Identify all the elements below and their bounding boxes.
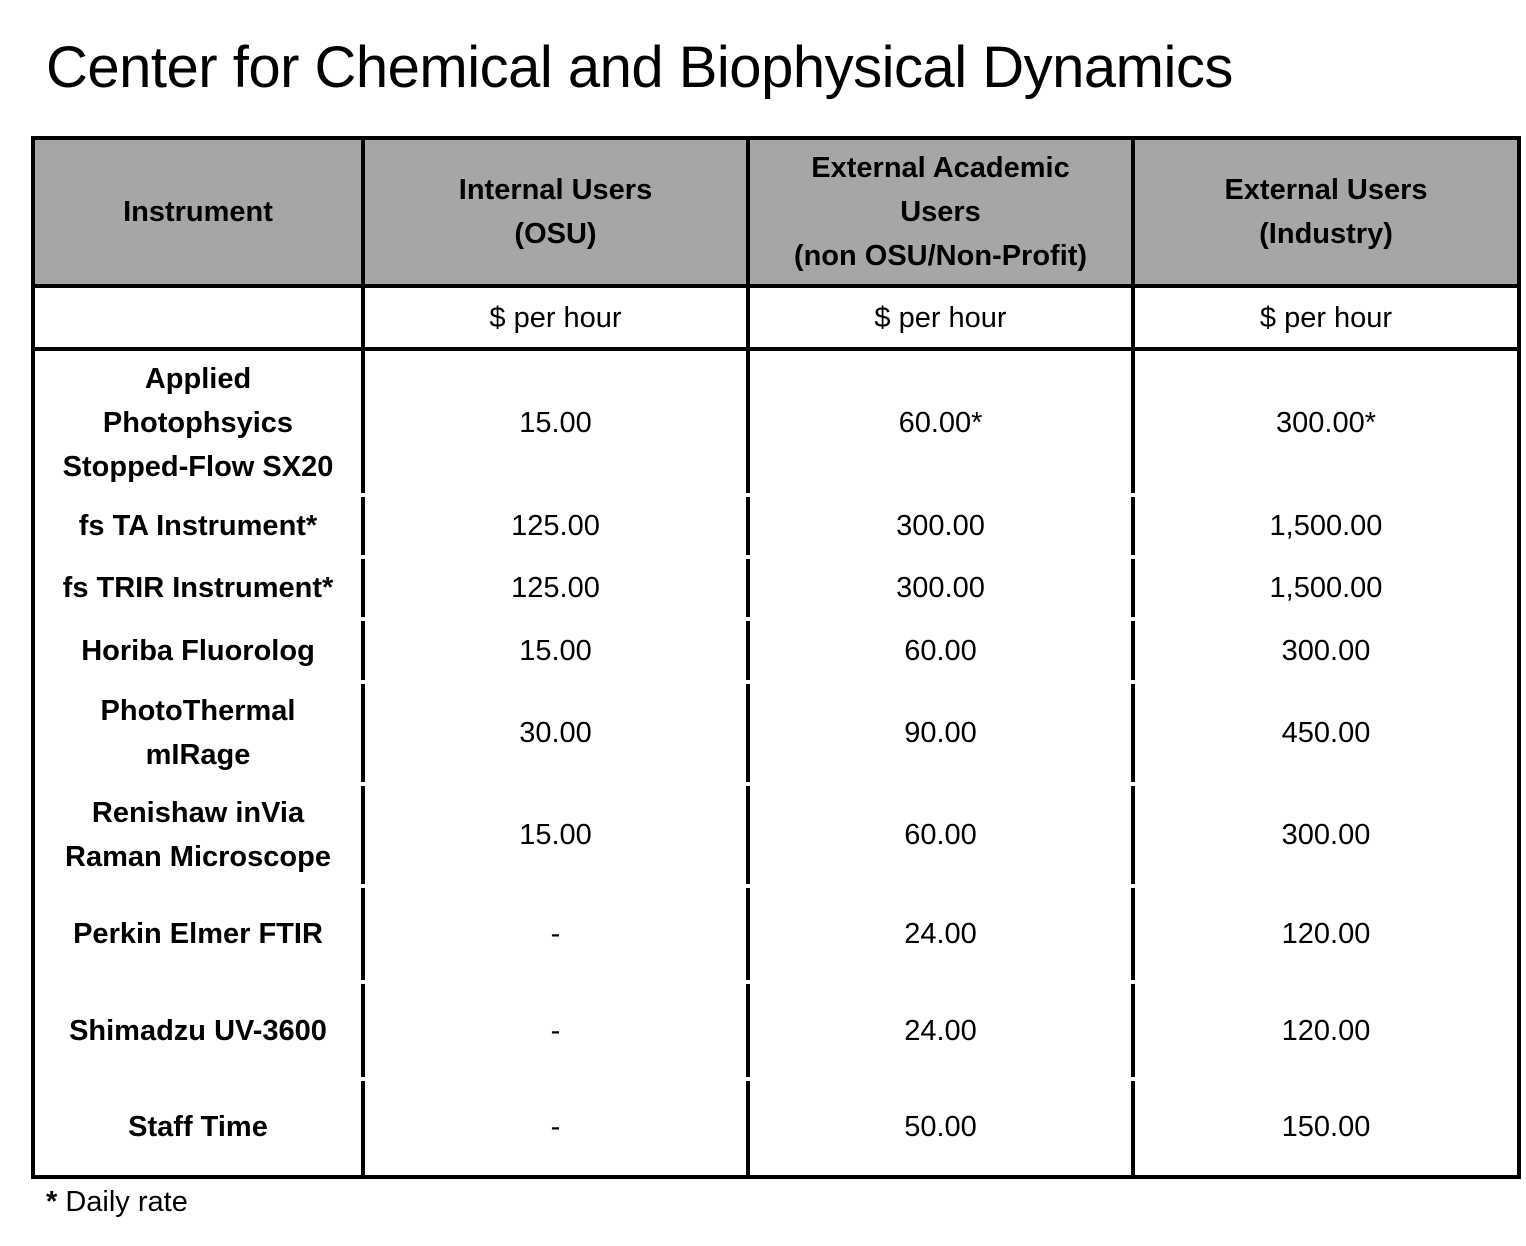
instrument-cell [33,557,363,619]
instrument-line: Staff Time [128,1111,268,1143]
instrument-cell [33,982,363,1079]
header-line: (non OSU/Non-Profit) [793,240,1088,272]
instrument-line: Perkin Elmer FTIR [73,918,323,950]
instrument-cell [33,619,363,682]
internal-rate-cell: 125.00 [363,495,748,557]
page-title: Center for Chemical and Biophysical Dynamics [46,35,1233,100]
industry-rate-cell: 120.00 [1133,886,1519,982]
internal-rate-cell: 15.00 [363,349,748,495]
units-cell: $ per hour [363,286,748,349]
header-line: Users [900,196,981,228]
internal-rate-cell: 125.00 [363,557,748,619]
header-row [33,138,1519,286]
rates-table [31,136,1521,1179]
header-external-academic-users [748,138,1133,286]
internal-rate-cell: 15.00 [363,619,748,682]
internal-rate-cell: 30.00 [363,682,748,784]
academic-rate-cell: 60.00 [748,619,1133,682]
header-internal-users [363,138,748,286]
header-line: (Industry) [1259,218,1393,250]
internal-rate-cell: - [363,886,748,982]
instrument-line: Photophsyics [102,407,294,439]
footnote-text: Daily rate [57,1186,188,1218]
instrument-line: Raman Microscope [65,841,331,873]
academic-rate-cell: 50.00 [748,1079,1133,1177]
table-row [33,349,1519,495]
industry-rate-cell: 300.00 [1133,784,1519,886]
instrument-cell [33,349,363,495]
header-instrument [33,138,363,286]
footnote [46,1180,188,1224]
instrument-line: mIRage [145,739,251,771]
industry-rate-cell: 150.00 [1133,1079,1519,1177]
internal-rate-cell: 15.00 [363,784,748,886]
instrument-cell [33,682,363,784]
instrument-cell [33,1079,363,1177]
industry-rate-cell: 120.00 [1133,982,1519,1079]
academic-rate-cell: 300.00 [748,557,1133,619]
instrument-cell [33,886,363,982]
instrument-line: Shimadzu UV-3600 [69,1014,327,1047]
table-row [33,886,1519,982]
academic-rate-cell: 24.00 [748,886,1133,982]
header-line: External Users [1224,174,1428,206]
academic-rate-cell: 90.00 [748,682,1133,784]
instrument-line: Horiba Fluorolog [81,634,315,667]
industry-rate-cell: 1,500.00 [1133,495,1519,557]
instrument-line: PhotoThermal [100,695,296,727]
table-row [33,682,1519,784]
units-cell: $ per hour [748,286,1133,349]
internal-rate-cell: - [363,1079,748,1177]
table-row [33,557,1519,619]
industry-rate-cell: 450.00 [1133,682,1519,784]
instrument-cell [33,784,363,886]
internal-rate-cell: - [363,982,748,1079]
instrument-line: Stopped-Flow SX20 [62,451,334,483]
table-row [33,982,1519,1079]
academic-rate-cell: 300.00 [748,495,1133,557]
header-external-industry-users [1133,138,1519,286]
industry-rate-cell: 1,500.00 [1133,557,1519,619]
instrument-line: Applied [144,363,252,395]
footnote-mark: * [46,1186,58,1218]
table-row [33,495,1519,557]
academic-rate-cell: 60.00 [748,784,1133,886]
industry-rate-cell: 300.00 [1133,619,1519,682]
table-row [33,619,1519,682]
units-cell [33,286,363,349]
header-line: Internal Users [458,174,653,206]
header-line: (OSU) [514,218,597,250]
table-row [33,1079,1519,1177]
academic-rate-cell: 24.00 [748,982,1133,1079]
instrument-line: fs TRIR Instrument* [62,572,334,604]
industry-rate-cell: 300.00* [1133,349,1519,495]
academic-rate-cell: 60.00* [748,349,1133,495]
instrument-line: fs TA Instrument* [78,510,318,542]
instrument-cell [33,495,363,557]
instrument-line: Renishaw inVia [91,797,305,829]
header-line: External Academic [811,152,1070,184]
units-row [33,286,1519,349]
header-line: Instrument [123,196,273,228]
table-row [33,784,1519,886]
units-cell: $ per hour [1133,286,1519,349]
